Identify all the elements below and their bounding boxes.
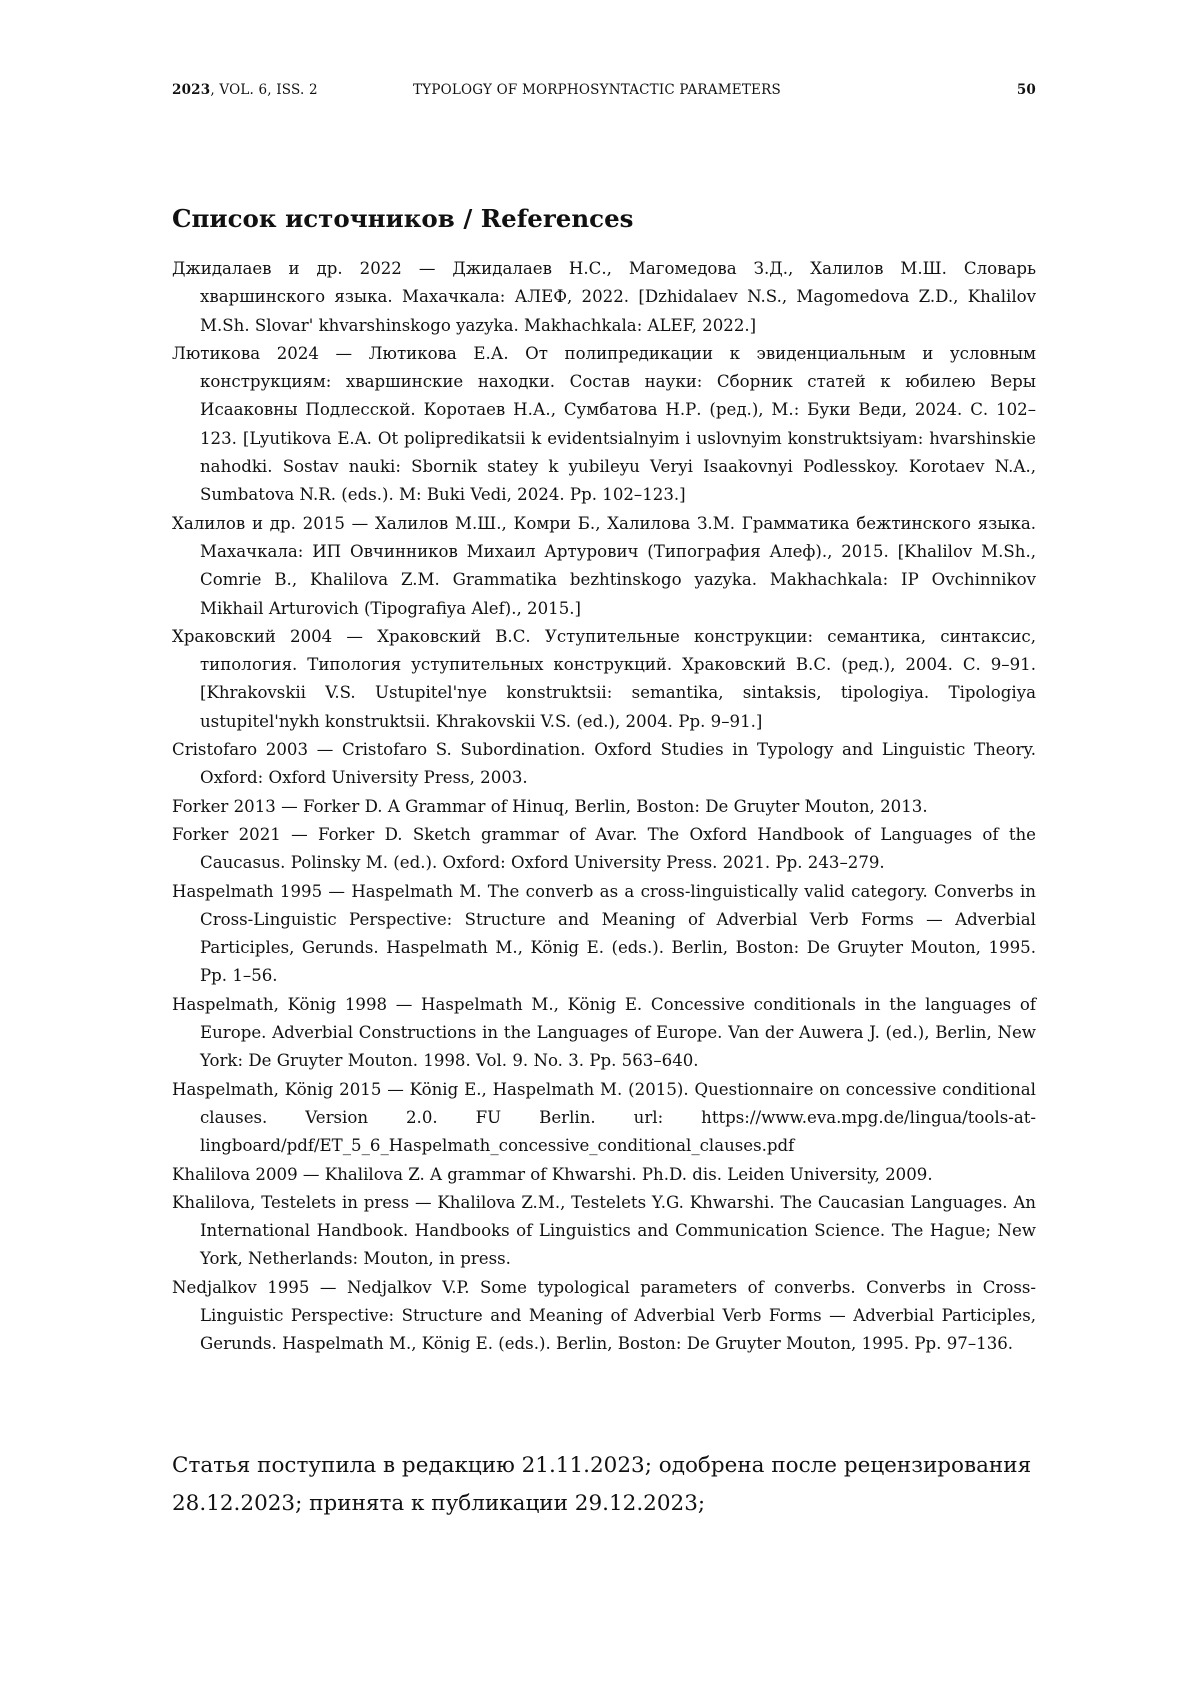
reference-list [172, 255, 1036, 1359]
reference-item: Khalilova 2009 — Khalilova Z. A grammar of Khwarshi. Ph.D. dis. Leiden University, 2009. [172, 1164, 933, 1184]
journal-volume-issue: , VOL. 6, ISS. 2 [210, 82, 318, 98]
reference-item: Haspelmath, König 2015 — König E., Haspelmath M. (2015). Questionnaire on concessive conditional clauses. Version 2.0. FU Berlin. url: https://www.eva.mpg.de/lingua/tools-at-lingboard/pdf/ET_5_6_Haspelmath_concessive_conditional_clauses.pdf [172, 1079, 1036, 1156]
reference-item: Nedjalkov 1995 — Nedjalkov V.P. Some typological parameters of converbs. Converbs in Cross-Linguistic Perspective: Structure and Meaning of Adverbial Verb Forms — Adverbial Participles, Gerunds. Haspelmath M., König E. (eds.). Berlin, Boston: De Gruyter Mouton, 1995. Pp. 97–136. [172, 1277, 1036, 1354]
page-number: 50 [1016, 82, 1036, 98]
running-title: TYPOLOGY OF MORPHOSYNTACTIC PARAMETERS [413, 82, 781, 98]
journal-issue [172, 82, 318, 98]
reference-item: Храковский 2004 — Храковский В.С. Уступительные конструкции: семантика, синтаксис, типология. Типология уступительных конструкций. Храковский В.С. (ред.), 2004. С. 9–91. [Khrakovskii V.S. Ustupitel'nye konstruktsii: semantika, sintaksis, tipologiya. Tipologiya ustupitel'nykh konstruktsii. Khrakovskii V.S. (ed.), 2004. Pp. 9–91.] [172, 626, 1036, 731]
reference-item: Джидалаев и др. 2022 — Джидалаев Н.С., Магомедова З.Д., Халилов М.Ш. Словарь хваршинского языка. Махачкала: АЛЕФ, 2022. [Dzhidalaev N.S., Magomedova Z.D., Khalilov M.Sh. Slovar' khvarshinskogo yazyka. Makhachkala: ALEF, 2022.] [172, 259, 1036, 335]
journal-year: 2023 [172, 82, 211, 98]
reference-item: Khalilova, Testelets in press — Khalilova Z.M., Testelets Y.G. Khwarshi. The Caucasian Languages. An International Handbook. Handbooks of Linguistics and Communication Science. The Hague; New York, Netherlands: Mouton, in press. [172, 1192, 1036, 1269]
reference-item: Haspelmath, König 1998 — Haspelmath M., König E. Concessive conditionals in the languages of Europe. Adverbial Constructions in the Languages of Europe. Van der Auwera J. (ed.), Berlin, New York: De Gruyter Mouton. 1998. Vol. 9. No. 3. Pp. 563–640. [172, 994, 1036, 1071]
reference-item: Cristofaro 2003 — Cristofaro S. Subordination. Oxford Studies in Typology and Linguistic Theory. Oxford: Oxford University Press, 2003. [172, 740, 1036, 788]
running-header [172, 82, 1036, 102]
reference-item: Haspelmath 1995 — Haspelmath M. The converb as a cross-linguistically valid category. Converbs in Cross-Linguistic Perspective: Structure and Meaning of Adverbial Verb Forms — Adverbial Participles, Gerunds. Haspelmath M., König E. (eds.). Berlin, Boston: De Gruyter Mouton, 1995. Pp. 1–56. [172, 881, 1036, 986]
reference-item: Халилов и др. 2015 — Халилов М.Ш., Комри Б., Халилова З.М. Грамматика бежтинского языка. Махачкала: ИП Овчинников Михаил Артурович (Типография Алеф)., 2015. [Khalilov M.Sh., Comrie B., Khalilova Z.M. Grammatika bezhtinskogo yazyka. Makhachkala: IP Ovchinnikov Mikhail Arturovich (Tipografiya Alef)., 2015.] [172, 513, 1036, 618]
article-dates: Статья поступила в редакцию 21.11.2023; одобрена после рецензирования 28.12.2023; принята к публикации 29.12.2023; [172, 1453, 1032, 1516]
references-heading: Список источников / References [172, 204, 634, 233]
reference-item: Forker 2021 — Forker D. Sketch grammar of Avar. The Oxford Handbook of Languages of the Caucasus. Polinsky M. (ed.). Oxford: Oxford University Press. 2021. Pp. 243–279. [172, 824, 1036, 873]
reference-item: Лютикова 2024 — Лютикова Е.А. От полипредикации к эвиденциальным и условным конструкциям: хваршинские находки. Состав науки: Сборник статей к юбилею Веры Исааковны Подлесской. Коротаев Н.А., Сумбатова Н.Р. (ред.), М.: Буки Веди, 2024. С. 102–123. [Lyutikova E.A. Ot polipredikatsii k evidentsialnyim i uslovnyim konstruktsiyam: hvarshinskie nahodki. Sostav nauki: Sbornik statey k yubileyu Veryi Isaakovnyi Podlesskoy. Korotaev N.A., Sumbatova N.R. (eds.). M: Buki Vedi, 2024. Pp. 102–123.] [172, 343, 1036, 505]
reference-item: Forker 2013 — Forker D. A Grammar of Hinuq, Berlin, Boston: De Gruyter Mouton, 2013. [172, 796, 928, 816]
